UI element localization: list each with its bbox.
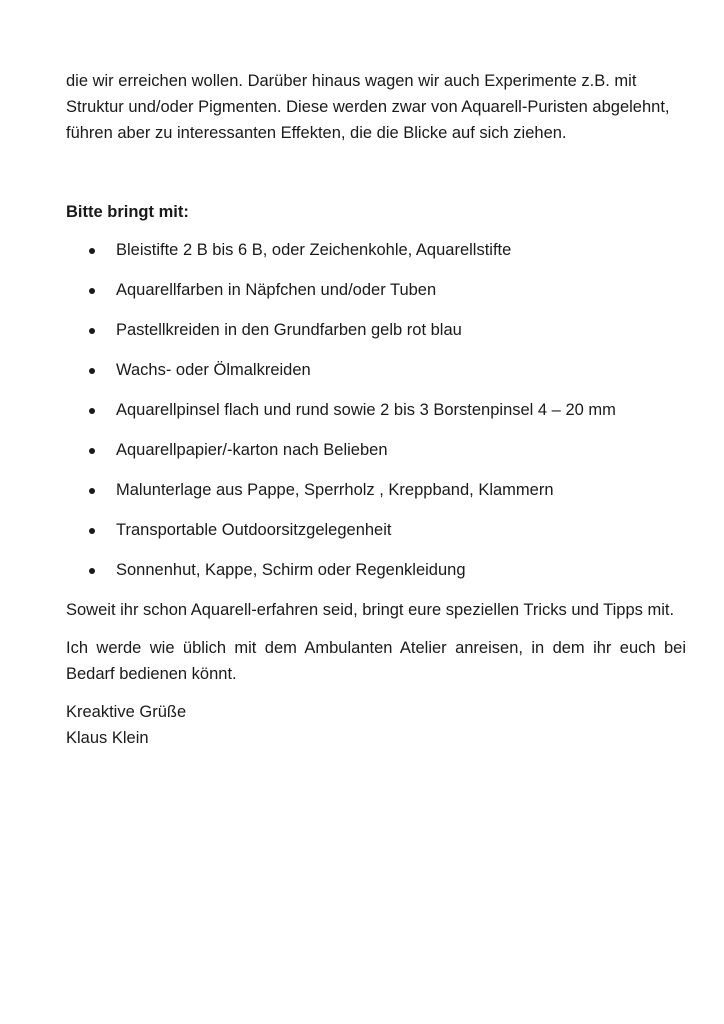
bullet-icon [89, 368, 95, 374]
list-item [66, 557, 686, 583]
bullet-icon [89, 528, 95, 534]
list-item-text: Bleistifte 2 B bis 6 B, oder Zeichenkohle, Aquarellstifte [116, 241, 512, 259]
tips-paragraph: Soweit ihr schon Aquarell-erfahren seid, bringt eure speziellen Tricks und Tipps mit. [66, 601, 675, 619]
bullet-icon [89, 408, 95, 414]
list-heading: Bitte bringt mit: [66, 203, 189, 221]
signature-name: Klaus Klein [66, 729, 149, 747]
document-page [66, 68, 686, 751]
bullet-icon [89, 288, 95, 294]
list-item [66, 397, 686, 423]
bullet-icon [89, 248, 95, 254]
atelier-paragraph: Ich werde wie üblich mit dem Ambulanten Atelier anreisen, in dem ihr euch bei Bedarf bedienen könnt. [66, 639, 686, 683]
list-item-text: Sonnenhut, Kappe, Schirm oder Regenkleidung [116, 561, 466, 579]
list-item-text: Aquarellpinsel flach und rund sowie 2 bis 3 Borstenpinsel 4 – 20 mm [116, 401, 616, 419]
bullet-icon [89, 448, 95, 454]
list-item [66, 517, 686, 543]
list-item-text: Transportable Outdoorsitzgelegenheit [116, 521, 392, 539]
list-item [66, 317, 686, 343]
list-item [66, 477, 686, 503]
list-item [66, 277, 686, 303]
supplies-list [66, 237, 686, 583]
bullet-icon [89, 488, 95, 494]
list-item [66, 237, 686, 263]
list-item-text: Malunterlage aus Pappe, Sperrholz , Kreppband, Klammern [116, 481, 554, 499]
list-item [66, 437, 686, 463]
closing-greeting: Kreaktive Grüße [66, 703, 187, 721]
list-item-text: Aquarellfarben in Näpfchen und/oder Tuben [116, 281, 437, 299]
bullet-icon [89, 568, 95, 574]
intro-paragraph: die wir erreichen wollen. Darüber hinaus wagen wir auch Experimente z.B. mit Struktur und/oder Pigmenten. Diese werden zwar von Aquarell-Puristen abgelehnt, führen aber zu interessanten Effekten, die die Blicke auf sich ziehen. [66, 72, 670, 142]
bullet-icon [89, 328, 95, 334]
list-item-text: Wachs- oder Ölmalkreiden [116, 361, 311, 379]
list-item [66, 357, 686, 383]
list-item-text: Aquarellpapier/-karton nach Belieben [116, 441, 388, 459]
list-item-text: Pastellkreiden in den Grundfarben gelb rot blau [116, 321, 462, 339]
